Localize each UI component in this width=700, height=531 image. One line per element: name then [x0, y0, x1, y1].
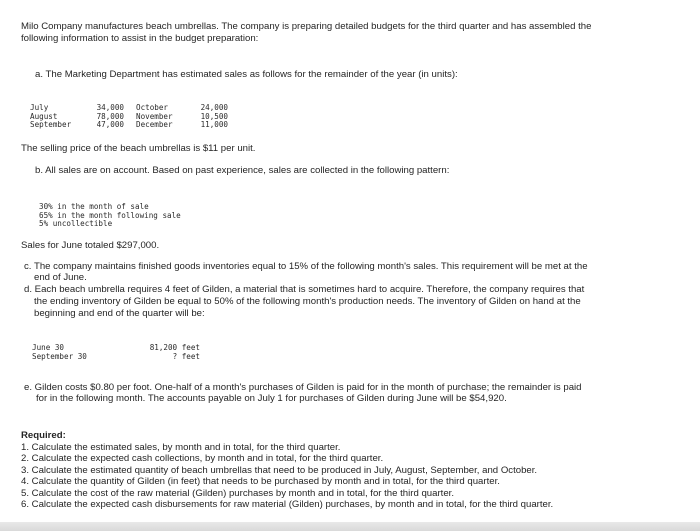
sales-units-2: 10,500: [200, 111, 228, 121]
item-a-text: a. The Marketing Department has estimated sales as follows for the remainder of the year (in units):: [35, 69, 458, 80]
collection-line: 65% in the month following sale: [39, 210, 181, 220]
item-c-line-1: c. The company maintains finished goods inventories equal to 15% of the following month's sales. This requirement will be met at the: [24, 261, 588, 272]
item-e-line-2: for in the following month. The accounts payable on July 1 for purchases of Gilden during June will be $54,920.: [36, 393, 507, 404]
gilden-quantity: ? feet: [172, 351, 200, 361]
required-item: 4. Calculate the quantity of Gilden (in feet) that needs to be purchased by month and in total, for the third quarter.: [21, 476, 500, 487]
gilden-date: September 30: [32, 351, 87, 361]
required-item: 2. Calculate the expected cash collections, by month and in total, for the third quarter.: [21, 453, 384, 464]
item-e-line-1: e. Gilden costs $0.80 per foot. One-half of a month's purchases of Gilden is paid for in the month of purchase; the remainder is paid: [24, 382, 582, 393]
price-line: The selling price of the beach umbrellas is $11 per unit.: [21, 143, 256, 154]
item-c-line-2: end of June.: [34, 272, 87, 283]
collection-line: 30% in the month of sale: [39, 202, 149, 211]
sales-month-2: December: [136, 120, 173, 129]
required-item: 1. Calculate the estimated sales, by month and in total, for the third quarter.: [21, 441, 341, 453]
intro-line-2: following information to assist in the budget preparation:: [21, 33, 259, 44]
sales-units: 47,000: [96, 120, 124, 129]
item-b-text: b. All sales are on account. Based on past experience, sales are collected in the following pattern:: [35, 165, 450, 176]
june-sales-line: Sales for June totaled $297,000.: [21, 240, 160, 251]
gilden-date: June 30: [32, 343, 65, 352]
gilden-quantity: 81,200 feet: [149, 343, 200, 352]
sales-units: 78,000: [96, 111, 124, 121]
item-d-line-2: the ending inventory of Gilden be equal to 50% of the following month's production needs. The inventory of Gilden on hand at the: [34, 296, 581, 307]
sales-month-2: November: [136, 111, 173, 121]
required-item: 5. Calculate the cost of the raw material (Gilden) purchases by month and in total, for the third quarter.: [21, 487, 455, 499]
sales-units-2: 24,000: [200, 103, 228, 112]
sales-month: August: [30, 111, 58, 121]
collection-line: 5% uncollectible: [39, 219, 113, 228]
sales-units-2: 11,000: [200, 120, 228, 129]
sales-month-2: October: [136, 103, 169, 112]
sales-units: 34,000: [96, 103, 124, 112]
intro-line-1: Milo Company manufactures beach umbrellas. The company is preparing detailed budgets for the third quarter and has assembled the: [21, 21, 592, 32]
item-d-line-1: d. Each beach umbrella requires 4 feet of Gilden, a material that is sometimes hard to acquire. Therefore, the company requires that: [24, 284, 585, 295]
required-heading: Required:: [21, 430, 66, 441]
required-item: 6. Calculate the expected cash disbursements for raw material (Gilden) purchases, by month and in total, for the third quarter.: [21, 499, 554, 510]
required-item: 3. Calculate the estimated quantity of beach umbrellas that need to be produced in July, August, September, and October.: [21, 464, 538, 476]
item-d-line-3: beginning and end of the quarter will be:: [34, 308, 205, 319]
horizontal-scrollbar[interactable]: [0, 522, 700, 531]
sales-month: July: [30, 103, 49, 112]
sales-month: September: [30, 120, 72, 129]
